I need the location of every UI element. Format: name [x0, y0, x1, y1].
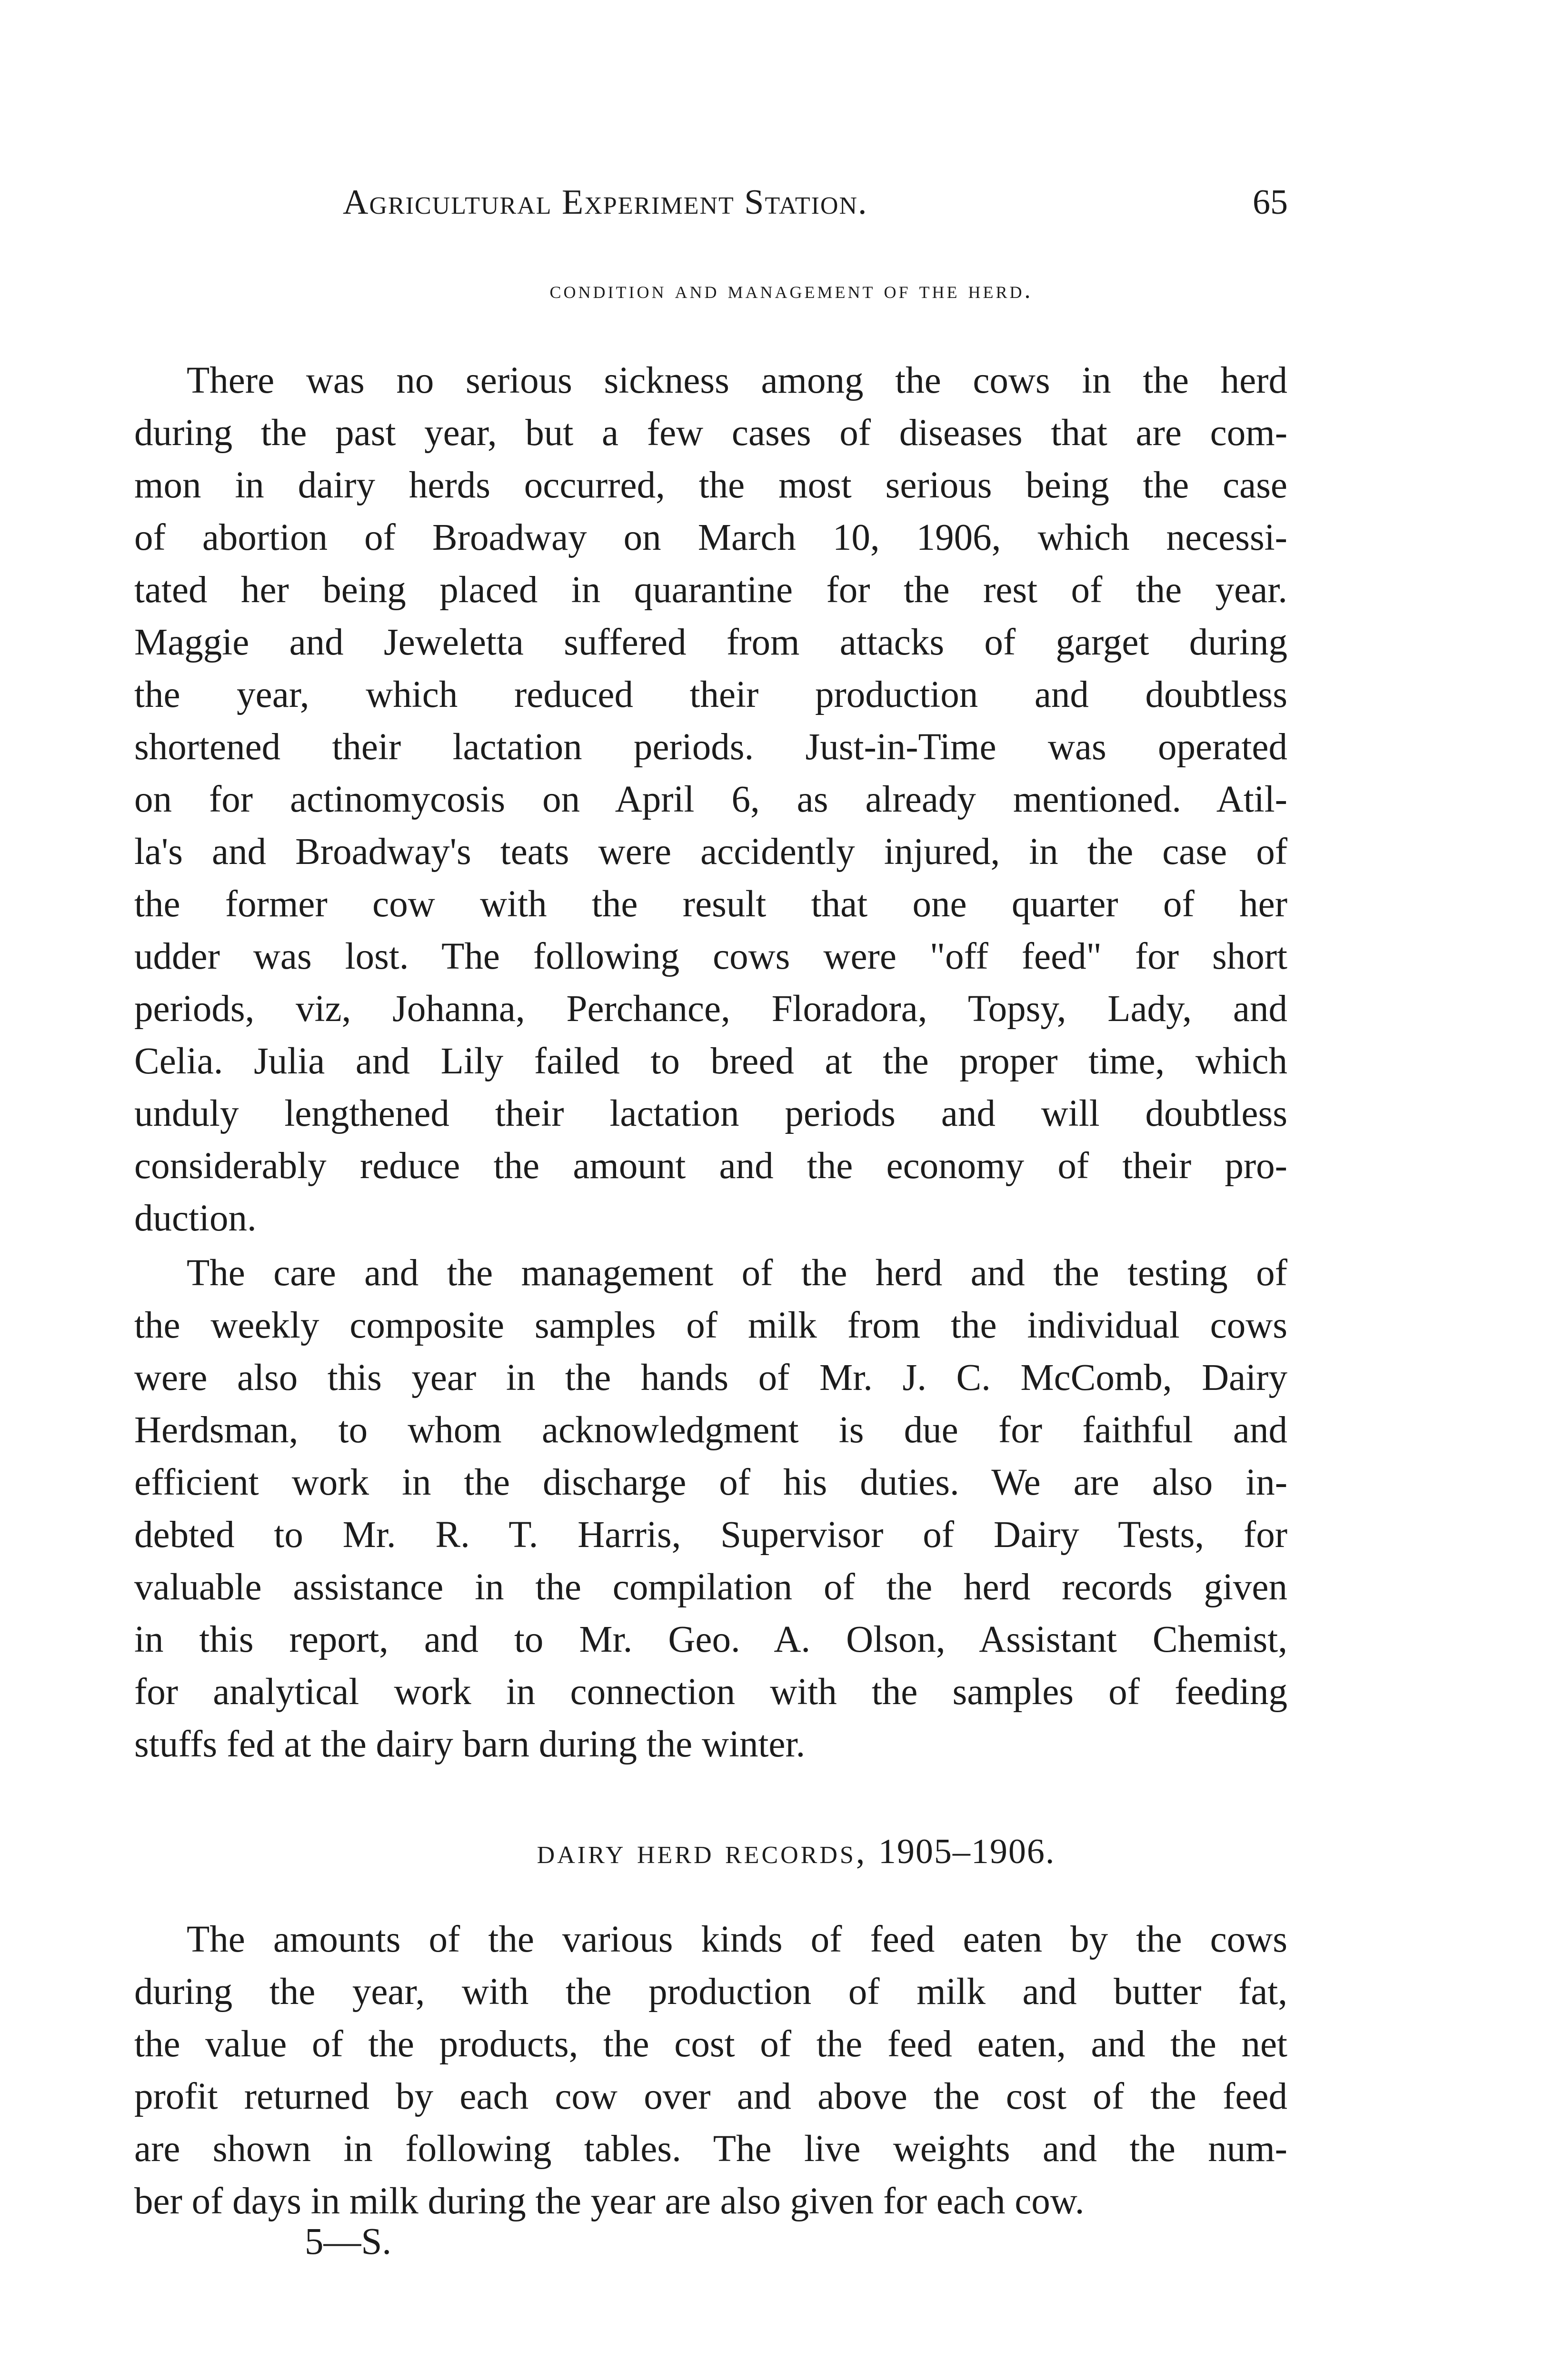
paragraph-line: on for actinomycosis on April 6, as already mentioned. Atil-	[134, 779, 1287, 820]
paragraph-line: debted to Mr. R. T. Harris, Supervisor of Dairy Tests, for	[134, 1514, 1287, 1556]
section-heading-dairy-herd-records	[0, 1823, 1554, 1880]
paragraph-line: considerably reduce the amount and the economy of their pro-	[134, 1145, 1287, 1187]
paragraph-line: during the past year, but a few cases of diseases that are com-	[134, 412, 1287, 454]
running-title: Agricultural Experiment Station.	[343, 183, 868, 222]
paragraph-line: unduly lengthened their lactation periods and will doubtless	[134, 1093, 1287, 1134]
paragraph-line: ber of days in milk during the year are also given for each cow.	[134, 2181, 1085, 2222]
paragraph-line: for analytical work in connection with the samples of feeding	[134, 1671, 1287, 1713]
paragraph-line: There was no serious sickness among the cows in the herd	[187, 360, 1287, 401]
paragraph-line: are shown in following tables. The live weights and the num-	[134, 2128, 1287, 2170]
signature-mark: 5—S.	[305, 2221, 392, 2262]
paragraph-line: udder was lost. The following cows were "off feed" for short	[134, 936, 1287, 977]
paragraph-line: during the year, with the production of milk and butter fat,	[134, 1971, 1287, 2013]
paragraph-line: Maggie and Jeweletta suffered from attacks of garget during	[134, 622, 1287, 663]
paragraph-line: were also this year in the hands of Mr. J. C. McComb, Dairy	[134, 1357, 1287, 1398]
paragraph-line: the year, which reduced their production and doubtless	[134, 674, 1287, 715]
running-head	[343, 174, 1288, 231]
paragraph-line: of abortion of Broadway on March 10, 1906, which necessi-	[134, 517, 1287, 558]
section-heading-label: dairy herd records,	[537, 1832, 867, 1871]
paragraph-line: the former cow with the result that one quarter of her	[134, 883, 1287, 925]
section-heading-herd-management: condition and management of the herd.	[549, 277, 1033, 304]
paragraph-line: Herdsman, to whom acknowledgment is due for faithful and	[134, 1409, 1287, 1451]
paragraph-line: The amounts of the various kinds of feed eaten by the cows	[187, 1919, 1287, 1960]
paragraph-line: the weekly composite samples of milk from the individual cows	[134, 1305, 1287, 1346]
paragraph-line: the value of the products, the cost of the feed eaten, and the net	[134, 2023, 1287, 2065]
paragraph-line: la's and Broadway's teats were accidently injured, in the case of	[134, 831, 1287, 873]
paragraph-line: periods, viz, Johanna, Perchance, Floradora, Topsy, Lady, and	[134, 988, 1287, 1030]
section-heading-years: 1905–1906.	[878, 1832, 1056, 1871]
paragraph-line: stuffs fed at the dairy barn during the winter.	[134, 1724, 806, 1765]
paragraph-line: mon in dairy herds occurred, the most serious being the case	[134, 465, 1287, 506]
paragraph-line: in this report, and to Mr. Geo. A. Olson, Assistant Chemist,	[134, 1619, 1287, 1660]
paragraph-line: tated her being placed in quarantine for the rest of the year.	[134, 569, 1287, 611]
paragraph-line: shortened their lactation periods. Just-in-Time was operated	[134, 726, 1287, 768]
paragraph-line: Celia. Julia and Lily failed to breed at the proper time, which	[134, 1041, 1287, 1082]
paragraph-line: efficient work in the discharge of his duties. We are also in-	[134, 1462, 1287, 1503]
page-number: 65	[1253, 183, 1288, 222]
paragraph-line: duction.	[134, 1198, 257, 1239]
paragraph-line: valuable assistance in the compilation of the herd records given	[134, 1567, 1287, 1608]
paragraph-line: The care and the management of the herd and the testing of	[187, 1252, 1287, 1294]
paragraph-line: profit returned by each cow over and above the cost of the feed	[134, 2076, 1287, 2117]
